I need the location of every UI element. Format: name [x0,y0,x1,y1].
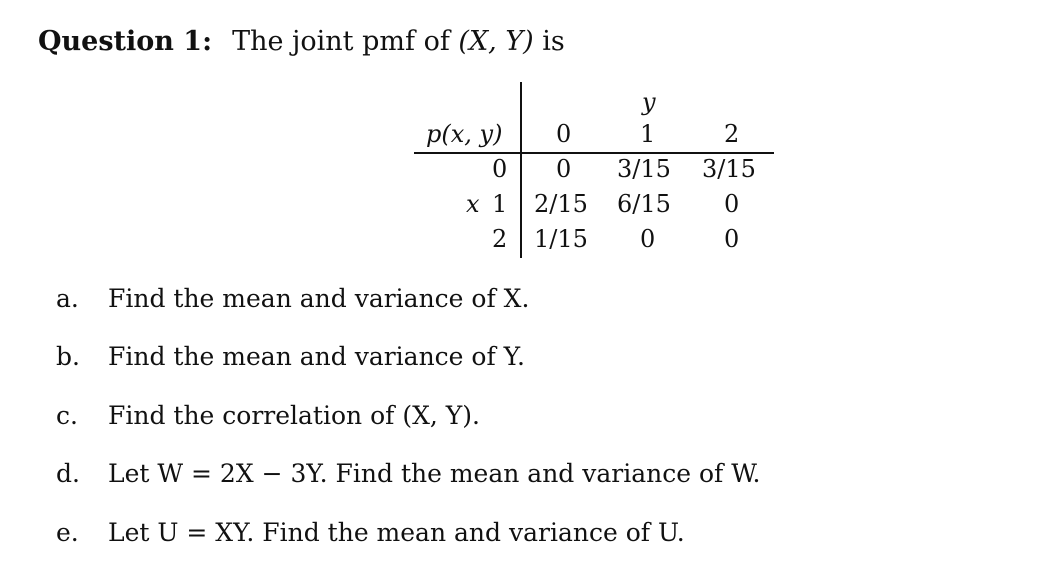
part-text: Let W = 2X − 3Y. Find the mean and variance of W. [108,459,761,488]
part-letter: a. [56,284,79,313]
part-text: Find the correlation of (X, Y). [108,401,480,430]
column-header: 0 [556,120,572,148]
part-c [56,401,480,431]
joint-pmf-table [414,82,774,258]
row-header: 2 [492,225,508,253]
column-header: 1 [640,120,656,148]
table-cell: 3/15 [617,155,671,183]
part-letter: d. [56,459,80,488]
row-header: 0 [492,155,508,183]
part-a [56,284,529,314]
table-cell: 0 [640,225,656,253]
table-cell: 6/15 [617,190,671,218]
part-letter: c. [56,401,78,430]
row-header: 1 [492,190,508,218]
table-cell: 0 [724,190,740,218]
question-label: Question 1: [38,26,213,57]
table-horizontal-rule [414,152,774,154]
part-b [56,342,525,372]
part-letter: b. [56,342,80,371]
part-text: Let U = XY. Find the mean and variance of U. [108,518,685,547]
question-tail: is [533,26,565,57]
question-heading [38,26,565,58]
part-e [56,518,685,548]
part-text: Find the mean and variance of Y. [108,342,525,371]
question-pair: (X, Y) [458,26,534,57]
part-text: Find the mean and variance of X. [108,284,530,313]
part-letter: e. [56,518,79,547]
table-vertical-rule [520,82,522,258]
part-d [56,459,761,489]
column-variable-label: y [642,88,656,116]
table-cell: 2/15 [534,190,588,218]
table-cell: 3/15 [702,155,756,183]
table-cell: 0 [724,225,740,253]
row-variable-label: x [466,190,480,218]
table-cell: 1/15 [534,225,588,253]
table-corner-label: p(x, y) [426,120,503,148]
question-intro: The joint pmf of [232,26,459,57]
column-header: 2 [724,120,740,148]
table-cell: 0 [556,155,572,183]
